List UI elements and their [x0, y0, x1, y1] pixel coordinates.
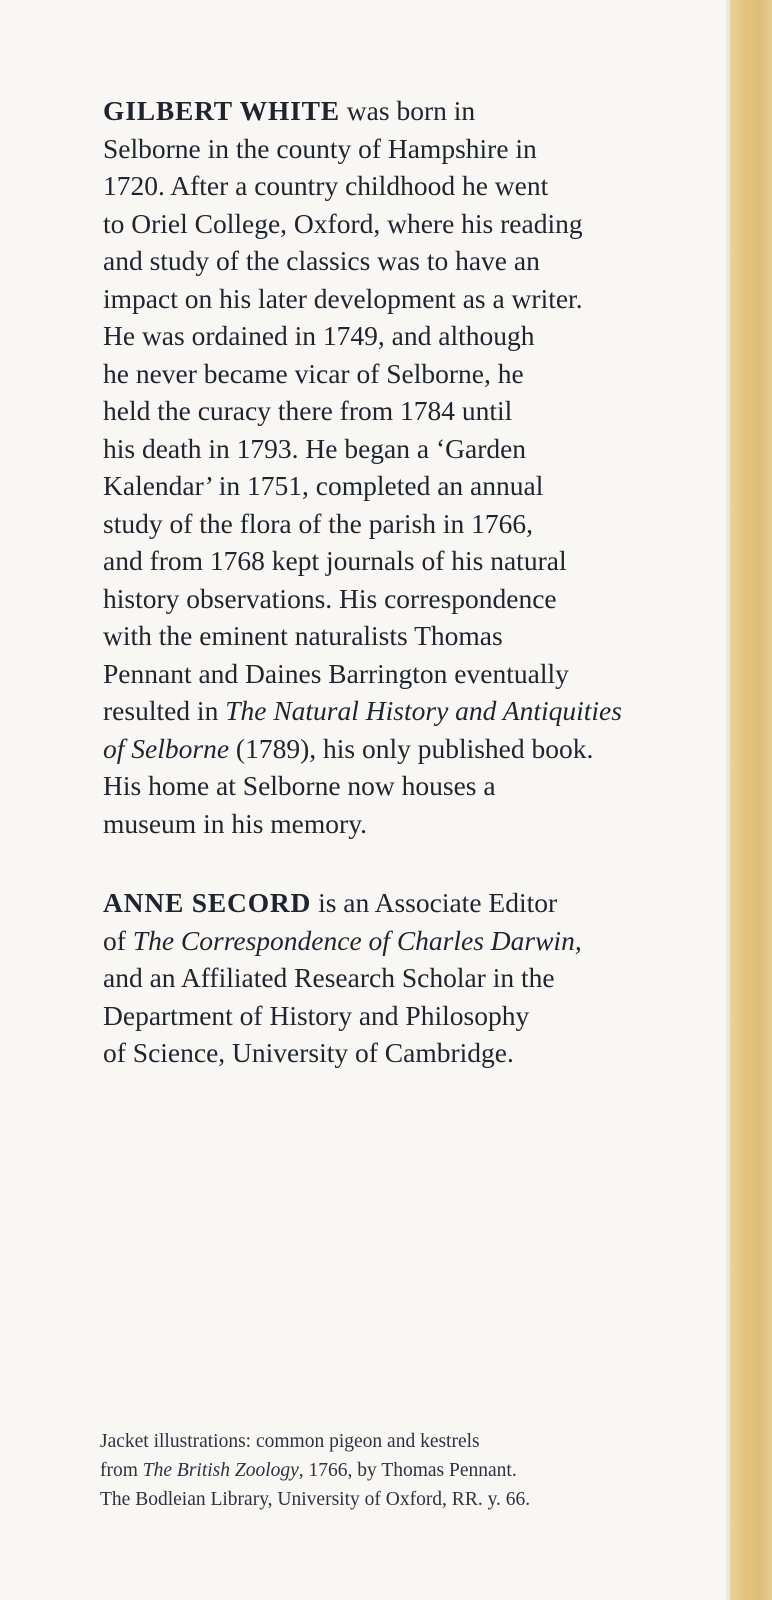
- credit-line: from The British Zoology, 1766, by Thomas Pennant.: [100, 1460, 517, 1481]
- book-title-selborne: of Selborne: [103, 732, 230, 764]
- bio-line: Pennant and Daines Barrington eventually: [103, 657, 569, 689]
- bio-line: of Science, University of Cambridge.: [103, 1037, 514, 1068]
- bio-line: Kalendar’ in 1751, completed an annual: [103, 470, 544, 501]
- gilbert-white-biography: [103, 92, 663, 842]
- bio-line: and study of the classics was to have an: [103, 245, 540, 276]
- bio-line: museum in his memory.: [103, 807, 368, 839]
- bio-line: with the eminent naturalists Thomas: [103, 620, 503, 651]
- bio-line: ANNE SECORD is an Associate Editor: [103, 887, 558, 918]
- book-spine-edge: [730, 0, 772, 1600]
- bio-line: study of the flora of the parish in 1766,: [103, 507, 533, 539]
- jacket-illustration-credit: [100, 1427, 700, 1514]
- bio-line: of Selborne (1789), his only published book.: [103, 732, 594, 764]
- author-name-gilbert-white: GILBERT WHITE: [103, 95, 340, 126]
- bio-line: held the curacy there from 1784 until: [103, 395, 513, 426]
- bio-line: to Oriel College, Oxford, where his reading: [103, 207, 583, 239]
- bio-line: and an Affiliated Research Scholar in the: [103, 962, 555, 993]
- bio-line: GILBERT WHITE was born in: [103, 95, 476, 126]
- bio-line: 1720. After a country childhood he went: [103, 170, 549, 201]
- book-title-darwin-correspondence: The Correspondence of Charles Darwin,: [132, 924, 582, 956]
- credit-line: Jacket illustrations: common pigeon and kestrels: [100, 1431, 480, 1452]
- bio-line: he never became vicar of Selborne, he: [103, 357, 524, 389]
- bio-line: his death in 1793. He began a ‘Garden: [103, 432, 527, 464]
- credit-line: The Bodleian Library, University of Oxford, RR. y. 66.: [100, 1489, 531, 1510]
- author-name-anne-secord: ANNE SECORD: [103, 887, 312, 918]
- bio-line: He was ordained in 1749, and although: [103, 320, 535, 351]
- bio-line: Department of History and Philosophy: [103, 999, 530, 1031]
- bio-line: resulted in The Natural History and Antiquities: [103, 695, 622, 726]
- bio-line: of The Correspondence of Charles Darwin,: [103, 924, 582, 956]
- book-title-british-zoology: The British Zoology: [142, 1460, 299, 1481]
- bio-line: His home at Selborne now houses a: [103, 770, 496, 801]
- book-title-natural-history: The Natural History and Antiquities: [225, 695, 622, 726]
- bio-line: Selborne in the county of Hampshire in: [103, 132, 537, 164]
- bio-line: and from 1768 kept journals of his natural: [103, 545, 567, 576]
- anne-secord-biography: [103, 884, 663, 1072]
- bio-line: impact on his later development as a writer.: [103, 282, 583, 314]
- bio-line: history observations. His correspondence: [103, 582, 557, 614]
